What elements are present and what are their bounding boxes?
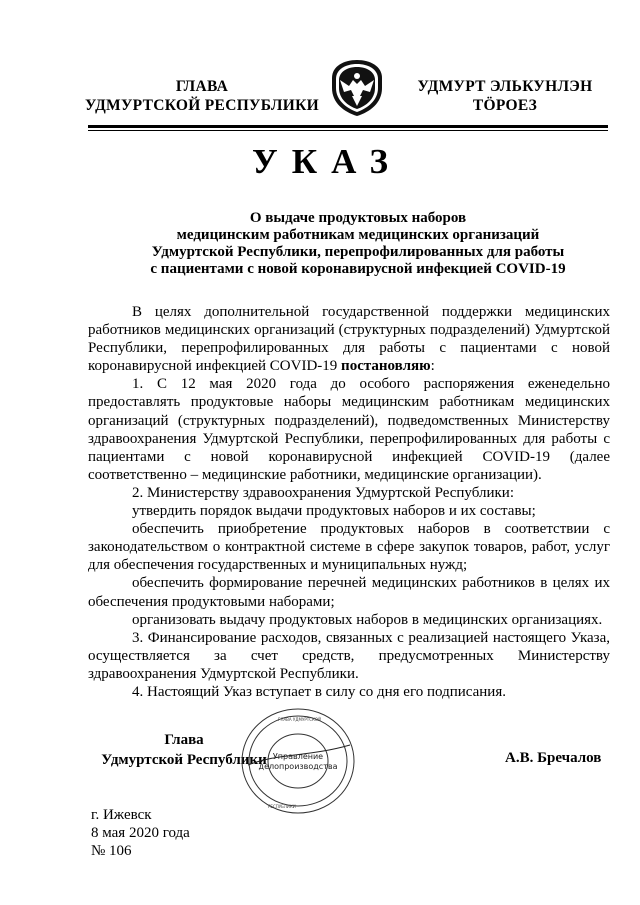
document-footer xyxy=(91,806,190,860)
stamp-text-line1: Управление xyxy=(272,752,324,761)
signatory-position-line1: Глава xyxy=(164,732,204,748)
signatory-position-line2: Удмуртской Республики xyxy=(101,752,267,768)
clause-1: 1. С 12 мая 2020 года до особого распоряжения еженедельно предоставлять продуктовые наборы медицинским работникам медицинских организаций (структурных подразделений), подведомственных Министерству здравоохранения Удмуртской Республики, перепрофилированных для работы с пациентами с новой коронавирусной инфекцией COVID-19 (далее соответственно – медицинские работники, медицинские организации). xyxy=(88,376,610,483)
office-stamp-icon xyxy=(238,705,358,817)
header-right-line2: ТӦРОЕЗ xyxy=(472,97,538,114)
svg-text:ГЛАВА УДМУРТСКОЙ: ГЛАВА УДМУРТСКОЙ xyxy=(278,717,322,722)
document-body xyxy=(88,303,610,701)
svg-text:РЕСПУБЛИКИ: РЕСПУБЛИКИ xyxy=(268,804,296,809)
header-right xyxy=(395,77,615,115)
preamble-paragraph xyxy=(88,303,610,375)
subject-line-1: О выдаче продуктовых наборов xyxy=(249,210,467,226)
preamble-colon: : xyxy=(430,358,435,375)
footer-date: 8 мая 2020 года xyxy=(91,825,190,841)
clause-2c: обеспечить формирование перечней медицинских работников в целях их обеспечения продуктовыми наборами; xyxy=(88,575,610,610)
header-right-line1: УДМУРТ ЭЛЬКУНЛЭН xyxy=(417,78,593,95)
clause-2b: обеспечить приобретение продуктовых наборов в соответствии с законодательством о контрактной системе в сфере закупок товаров, работ, услуг для обеспечения государственных и муниципальных нужд; xyxy=(88,521,610,574)
preamble-decree-word: постановляю xyxy=(341,358,431,375)
subject-line-3: Удмуртской Республики, перепрофилированных для работы xyxy=(151,244,565,260)
clause-2d: организовать выдачу продуктовых наборов в медицинских организациях. xyxy=(132,611,603,628)
header-left-line1: ГЛАВА xyxy=(175,78,229,95)
document-title: УКАЗ xyxy=(252,142,402,181)
preamble-text: В целях дополнительной государственной поддержки медицинских работников медицинских организаций (структурных подразделений) Удмуртской Республики, перепрофилированных для работы с пациентами с новой коронавирусной инфекцией COVID-19 xyxy=(88,304,610,375)
header-rule-thin xyxy=(88,130,608,131)
clause-4: 4. Настоящий Указ вступает в силу со дня его подписания. xyxy=(132,683,506,700)
stamp-text-line2: делопроизводства xyxy=(258,762,338,771)
header-left xyxy=(82,77,322,115)
subject-line-2: медицинским работникам медицинских организаций xyxy=(176,227,540,243)
footer-city: г. Ижевск xyxy=(91,807,152,823)
header-left-line2: УДМУРТСКОЙ РЕСПУБЛИКИ xyxy=(84,97,319,114)
document-subject xyxy=(100,210,616,278)
udmurt-coat-of-arms-icon xyxy=(326,58,388,118)
clause-3: 3. Финансирование расходов, связанных с реализацией настоящего Указа, осуществляется за счет средств, предусмотренных Министерству здравоохранения Удмуртской Республики. xyxy=(88,629,610,682)
clause-2: 2. Министерству здравоохранения Удмуртской Республики: xyxy=(132,484,514,501)
clause-2a: утвердить порядок выдачи продуктовых наборов и их составы; xyxy=(132,503,536,520)
header-rule-thick xyxy=(88,125,608,128)
footer-number: № 106 xyxy=(91,843,132,859)
subject-line-4: с пациентами с новой коронавирусной инфекцией COVID-19 xyxy=(150,261,566,277)
signatory-name: А.В. Бречалов xyxy=(505,750,602,766)
